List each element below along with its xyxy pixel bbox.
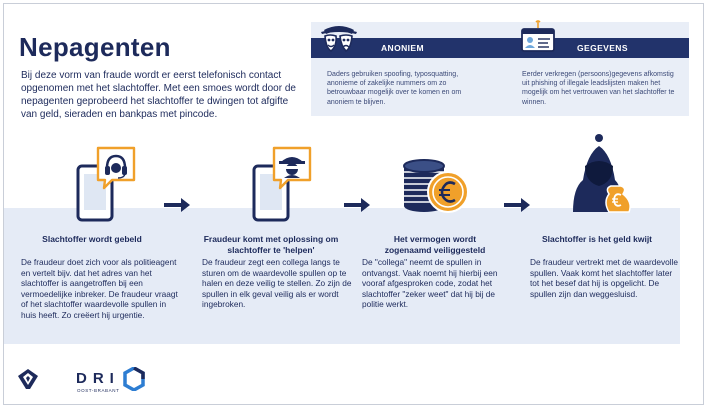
- dri-logo-text: DRI: [76, 370, 120, 387]
- step-3-title: Het vermogen wordt zogenaamd veiliggesteld: [384, 234, 486, 255]
- step-1-text: De fraudeur doet zich voor als politieagent en vertelt bijv. dat het adres van het slachtoffer is aangetroffen bij een vermoedelijke inbreker. De fraudeur vraagt of het slachtoffer waardevolle spullen in huis heeft. Zo creëert hij urgentie.: [21, 257, 178, 320]
- arrow-right-icon: [504, 198, 530, 212]
- step-1-title: Slachtoffer wordt gebeld: [42, 234, 142, 244]
- step-3-text: De "collega" neemt de spullen in ontvangst. Vaak noemt hij hierbij een vooraf afgesproken code, zodat het slachtoffer "zeker weet" dat hij bij de politie werkt.: [362, 257, 498, 310]
- hexagon-logo-icon: [123, 367, 145, 391]
- police-emblem-icon: [16, 368, 40, 390]
- step-2-text: De fraudeur zegt een collega langs te sturen om de waardevolle spullen op te halen en deze veilig te stellen. Zo zijn de spullen in elk geval veilig als er wordt ingebroken.: [202, 257, 352, 310]
- phone-agent-icon: [252, 144, 314, 222]
- info-anoniem-text: Daders gebruiken spoofing, typosquatting, anonieme of zakelijke nummers om zo betrouwbaar mogelijk over te komen en om anoniem te blijven.: [327, 71, 462, 106]
- step-4-title: Slachtoffer is het geld kwijt: [541, 234, 653, 244]
- arrow-right-icon: [344, 198, 370, 212]
- phone-headset-icon: [76, 144, 138, 222]
- step-4-text: De fraudeur vertrekt met de waardevolle spullen. Vaak komt het slachtoffer later tot het besef dat hij is opgelicht. De spullen zijn dan weggesluisd.: [530, 257, 679, 299]
- info-gegevens-text: Eerder verkregen (persoons)gegevens afkomstig uit phishing of illegale leadslijsten maken het mogelijk om het vertrouwen van het slachtoffer te winnen.: [522, 71, 675, 106]
- info-anoniem-title: ANONIEM: [381, 43, 424, 53]
- intro-text: Bij deze vorm van fraude wordt er eerst telefonisch contact opgenomen met het slachtoffer. Met een smoes wordt door de nepagenten geprobeerd het slachtoffer te dwingen tot afgifte van geld, sieraden en bankpas met pincode.: [21, 70, 296, 120]
- info-panel-bar: [311, 38, 689, 58]
- step-2-title: Fraudeur komt met oplossing om slachtoffer te 'helpen': [203, 234, 339, 255]
- coins-euro-icon: [400, 150, 472, 216]
- id-card-icon: [518, 20, 558, 56]
- info-gegevens-title: GEGEVENS: [577, 43, 628, 53]
- dri-logo-subtitle: OOST-BRABANT: [77, 388, 120, 393]
- dri-logo: [76, 370, 156, 396]
- thief-moneybag-icon: [565, 132, 635, 218]
- masks-icon: [318, 18, 360, 60]
- arrow-right-icon: [164, 198, 190, 212]
- page-title: Nepagenten: [19, 32, 171, 62]
